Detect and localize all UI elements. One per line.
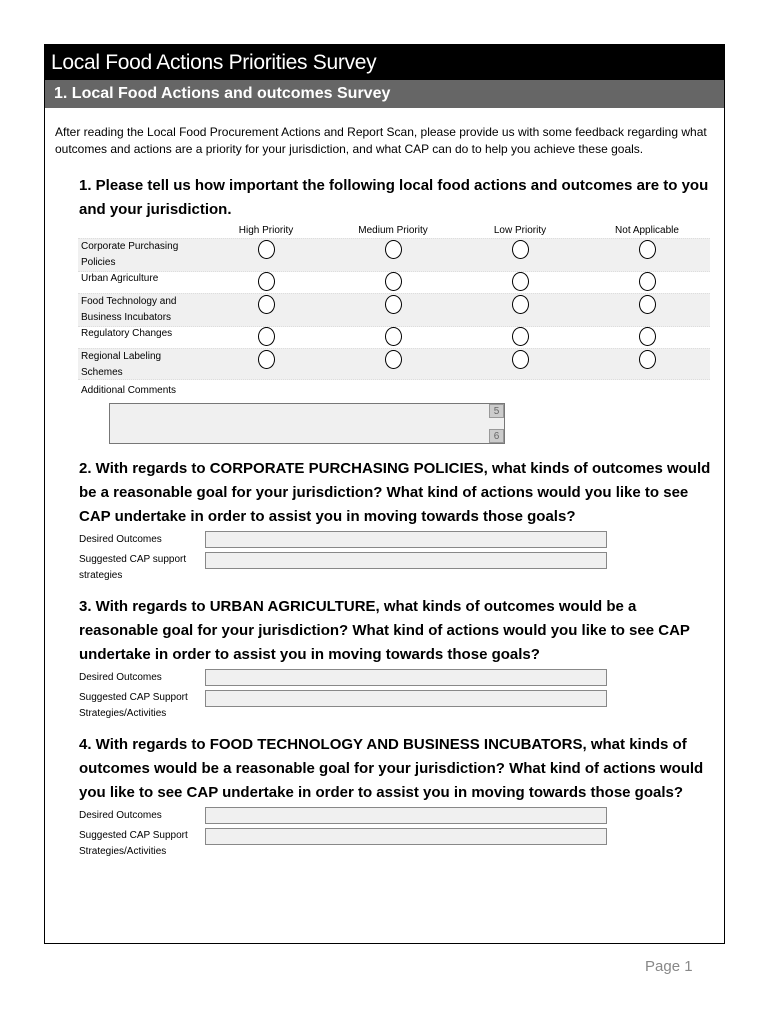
radio-3[interactable] bbox=[639, 327, 656, 346]
intro-text: After reading the Local Food Procurement Actions and Report Scan, please provide us with some feedback regarding what outcomes and actions are a priority for your jurisdiction, and what CAP can do to help you achieve these goals. bbox=[55, 125, 707, 156]
q4-desired-outcomes-input[interactable] bbox=[205, 807, 607, 824]
radio-0[interactable] bbox=[258, 327, 275, 346]
q2-desired-outcomes-label: Desired Outcomes bbox=[79, 534, 162, 545]
radio-1[interactable] bbox=[385, 350, 402, 369]
radio-0[interactable] bbox=[258, 295, 275, 314]
question-1: 1. Please tell us how important the following local food actions and outcomes are to you and your jurisdiction. bbox=[79, 177, 709, 218]
q2-desired-outcomes-input[interactable] bbox=[205, 531, 607, 548]
radio-2[interactable] bbox=[512, 240, 529, 259]
q4-support-label: Suggested CAP Support Strategies/Activities bbox=[79, 830, 188, 857]
q3-desired-outcomes-label: Desired Outcomes bbox=[79, 672, 162, 683]
row-label: Urban Agriculture bbox=[81, 273, 159, 284]
section-header: 1. Local Food Actions and outcomes Survey bbox=[45, 80, 724, 108]
additional-comments-textarea[interactable] bbox=[109, 403, 505, 444]
row-label: Regional Labeling Schemes bbox=[81, 351, 162, 378]
radio-2[interactable] bbox=[512, 327, 529, 346]
row-label: Regulatory Changes bbox=[81, 328, 173, 339]
question-2: 2. With regards to CORPORATE PURCHASING POLICIES, what kinds of outcomes would be a reasonable goal for your jurisdiction? What kind of actions would you like to see CAP undertake in order to assist you in moving towards those goals? bbox=[79, 460, 711, 525]
question-3: 3. With regards to URBAN AGRICULTURE, what kinds of outcomes would be a reasonable goal for your jurisdiction? What kind of actions would you like to see CAP undertake in order to assist you in moving towards those goals? bbox=[79, 598, 690, 663]
radio-0[interactable] bbox=[258, 350, 275, 369]
q2-support-label: Suggested CAP support strategies bbox=[79, 554, 187, 581]
radio-2[interactable] bbox=[512, 295, 529, 314]
radio-3[interactable] bbox=[639, 295, 656, 314]
radio-2[interactable] bbox=[512, 272, 529, 291]
row-label: Corporate Purchasing Policies bbox=[81, 241, 179, 268]
column-header: Medium Priority bbox=[358, 225, 428, 236]
scroll-down-button[interactable]: 6 bbox=[489, 429, 504, 443]
page-number: Page 1 bbox=[645, 958, 693, 975]
radio-1[interactable] bbox=[385, 272, 402, 291]
row-label: Food Technology and Business Incubators bbox=[81, 296, 177, 323]
column-header: High Priority bbox=[238, 225, 294, 236]
radio-0[interactable] bbox=[258, 272, 275, 291]
q3-support-input[interactable] bbox=[205, 690, 607, 707]
scroll-up-button[interactable]: 5 bbox=[489, 404, 504, 418]
survey-title: Local Food Actions Priorities Survey bbox=[45, 45, 724, 80]
q2-support-input[interactable] bbox=[205, 552, 607, 569]
q4-desired-outcomes-label: Desired Outcomes bbox=[79, 810, 162, 821]
radio-3[interactable] bbox=[639, 240, 656, 259]
q3-support-label: Suggested CAP Support Strategies/Activities bbox=[79, 692, 188, 719]
q3-desired-outcomes-input[interactable] bbox=[205, 669, 607, 686]
radio-1[interactable] bbox=[385, 327, 402, 346]
question-4: 4. With regards to FOOD TECHNOLOGY AND BUSINESS INCUBATORS, what kinds of outcomes would be a reasonable goal for your jurisdiction? What kind of actions would you like to see CAP undertake in order to assist you in moving towards those goals? bbox=[79, 736, 704, 801]
column-header: Low Priority bbox=[493, 225, 547, 236]
column-header: Not Applicable bbox=[615, 225, 679, 236]
radio-2[interactable] bbox=[512, 350, 529, 369]
q4-support-input[interactable] bbox=[205, 828, 607, 845]
radio-3[interactable] bbox=[639, 272, 656, 291]
radio-1[interactable] bbox=[385, 295, 402, 314]
radio-1[interactable] bbox=[385, 240, 402, 259]
radio-3[interactable] bbox=[639, 350, 656, 369]
radio-0[interactable] bbox=[258, 240, 275, 259]
comments-label: Additional Comments bbox=[81, 385, 177, 396]
